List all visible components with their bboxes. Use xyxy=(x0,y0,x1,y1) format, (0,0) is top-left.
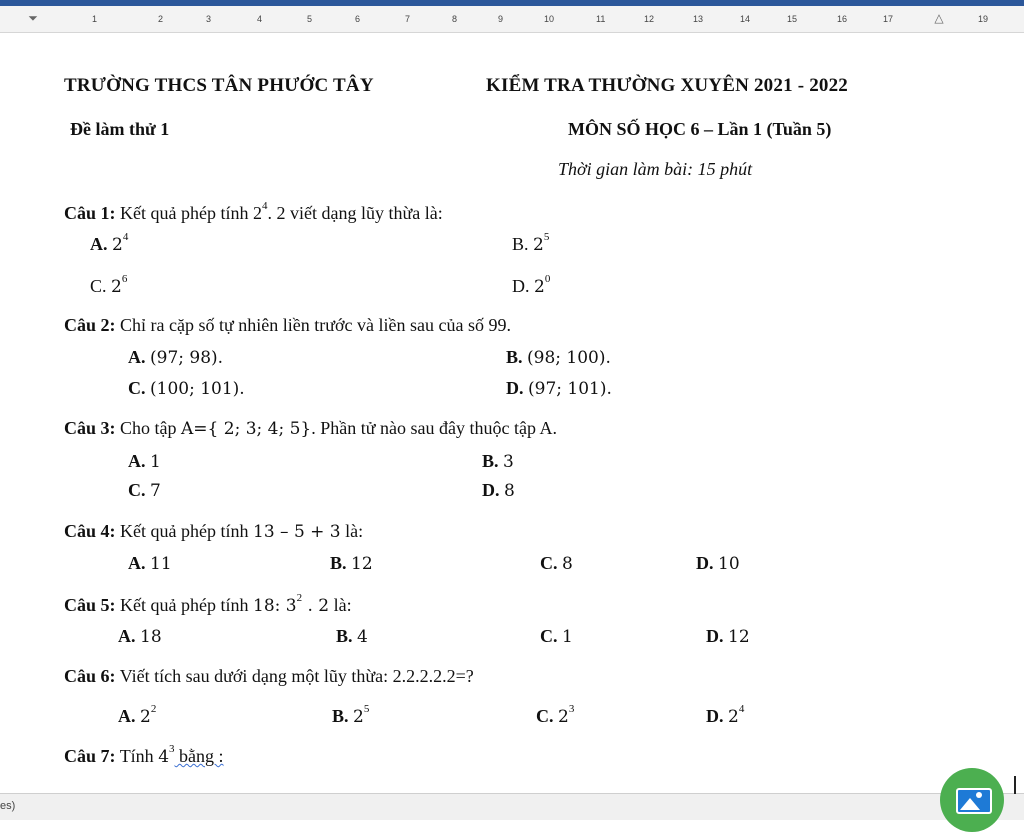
option-value: 11 xyxy=(150,554,172,574)
question-7 xyxy=(64,743,224,767)
question-label: Câu 7: xyxy=(64,746,116,766)
ruler-tick: 14 xyxy=(740,14,751,24)
option-a[interactable] xyxy=(118,626,162,647)
set-values: { 2; 3; 4; 5} xyxy=(207,419,312,439)
ruler-tick: 11 xyxy=(596,14,606,24)
option-a[interactable] xyxy=(90,231,129,255)
exponent: 5 xyxy=(363,703,370,715)
option-letter: B. xyxy=(336,626,353,646)
option-letter: C. xyxy=(90,276,107,296)
option-letter: B. xyxy=(482,451,499,471)
option-value: 8 xyxy=(562,554,573,574)
option-d[interactable] xyxy=(706,626,750,647)
option-value: 4 xyxy=(357,627,368,647)
ruler-tick: 16 xyxy=(837,14,848,24)
document-page[interactable] xyxy=(0,33,1024,793)
question-text: . Phần tử nào sau đây thuộc tập A. xyxy=(311,418,557,438)
option-letter: A. xyxy=(118,706,136,726)
first-line-indent-marker-icon[interactable]: ⏷ xyxy=(28,11,38,25)
text-cursor xyxy=(1014,776,1016,794)
option-letter: A. xyxy=(128,347,146,367)
question-label: Câu 4: xyxy=(64,521,116,541)
exam-title: KIỂM TRA THƯỜNG XUYÊN 2021 - 2022 xyxy=(486,75,848,96)
ruler-tick: 12 xyxy=(644,14,655,24)
option-base: 2 xyxy=(533,235,544,255)
ruler-tick: 2 xyxy=(158,14,164,24)
question-4 xyxy=(64,521,363,542)
option-letter: D. xyxy=(506,378,524,398)
ruler-tick: 8 xyxy=(452,14,458,24)
option-c[interactable] xyxy=(90,273,128,297)
option-value: 3 xyxy=(503,452,514,472)
option-letter: C. xyxy=(128,378,146,398)
exam-time: Thời gian làm bài: 15 phút xyxy=(558,159,753,179)
exponent: 2 xyxy=(150,703,157,715)
question-6 xyxy=(64,666,474,687)
exam-subject: MÔN SỐ HỌC 6 – Lần 1 (Tuần 5) xyxy=(568,119,832,139)
exponent: 2 xyxy=(296,592,303,604)
option-letter: C. xyxy=(128,480,146,500)
question-text: Kết quả phép tính xyxy=(115,521,253,541)
option-letter: C. xyxy=(540,553,558,573)
expression: 18: 3 xyxy=(253,596,297,616)
question-label: Câu 5: xyxy=(64,595,116,615)
question-text: Kết quả phép tính 2 xyxy=(115,203,262,223)
option-b[interactable] xyxy=(330,553,373,574)
option-b[interactable] xyxy=(482,451,514,472)
option-base: 2 xyxy=(353,707,364,727)
question-text: Viết tích sau dưới dạng một lũy thừa: 2.2.2.2.2=? xyxy=(115,666,474,686)
option-a[interactable] xyxy=(128,553,172,574)
option-letter: B. xyxy=(506,347,523,367)
question-text: là: xyxy=(340,521,364,541)
option-d[interactable] xyxy=(696,553,740,574)
option-value: 10 xyxy=(718,554,740,574)
school-name: TRƯỜNG THCS TÂN PHƯỚC TÂY xyxy=(64,75,374,96)
ruler-tick: 3 xyxy=(206,14,212,24)
question-text: Chỉ ra cặp số tự nhiên liền trước và liền sau của số 99. xyxy=(115,315,511,335)
question-label: Câu 1: xyxy=(64,203,116,223)
question-label: Câu 3: xyxy=(64,418,116,438)
option-b[interactable] xyxy=(506,347,611,368)
question-text: Kết quả phép tính xyxy=(115,595,253,615)
expression: . 2 xyxy=(302,596,330,616)
sun-icon xyxy=(976,792,982,798)
question-text: Tính xyxy=(115,746,159,766)
ruler-tick: 1 xyxy=(92,14,98,24)
option-c[interactable] xyxy=(128,378,245,399)
ruler-tick: 6 xyxy=(355,14,361,24)
option-letter: A. xyxy=(128,553,146,573)
exam-version: Đề làm thử 1 xyxy=(70,119,170,139)
option-b[interactable] xyxy=(512,231,550,255)
mountain-icon xyxy=(960,798,980,810)
option-base: 2 xyxy=(111,277,122,297)
option-d[interactable] xyxy=(482,480,515,501)
option-letter: D. xyxy=(482,480,500,500)
horizontal-ruler[interactable] xyxy=(0,6,1024,33)
option-value: (97; 101). xyxy=(528,379,612,399)
option-value: 8 xyxy=(504,481,515,501)
exponent: 0 xyxy=(544,273,551,285)
ruler-tick: 19 xyxy=(978,14,989,24)
option-letter: A. xyxy=(90,234,108,254)
option-base: 2 xyxy=(534,277,545,297)
option-b[interactable] xyxy=(332,703,370,727)
option-letter: D. xyxy=(706,626,724,646)
question-text: . 2 viết dạng lũy thừa là: xyxy=(267,203,443,223)
question-text: bằng : xyxy=(174,746,224,766)
exponent: 4 xyxy=(122,231,129,243)
option-value: 12 xyxy=(351,554,373,574)
option-d[interactable] xyxy=(512,273,551,297)
right-indent-marker-icon[interactable]: △ xyxy=(934,11,944,25)
option-a[interactable] xyxy=(128,347,223,368)
exponent: 3 xyxy=(568,703,575,715)
exponent: 5 xyxy=(543,231,550,243)
exponent: 4 xyxy=(738,703,745,715)
ruler-tick: 9 xyxy=(498,14,504,24)
option-value: (97; 98). xyxy=(150,348,224,368)
option-letter: C. xyxy=(536,706,554,726)
option-a[interactable] xyxy=(128,451,161,472)
power-base: 4 xyxy=(158,747,170,767)
option-value: 1 xyxy=(562,627,573,647)
option-c[interactable] xyxy=(128,480,161,501)
option-base: 2 xyxy=(558,707,569,727)
option-value: 12 xyxy=(728,627,750,647)
exponent: 4 xyxy=(262,200,268,212)
option-letter: B. xyxy=(330,553,347,573)
option-d[interactable] xyxy=(506,378,612,399)
question-3 xyxy=(64,418,557,439)
option-base: 2 xyxy=(728,707,739,727)
option-letter: D. xyxy=(512,276,530,296)
question-label: Câu 2: xyxy=(64,315,116,335)
ruler-tick: 15 xyxy=(787,14,798,24)
option-base: 2 xyxy=(112,235,123,255)
option-letter: D. xyxy=(696,553,714,573)
option-d[interactable] xyxy=(706,703,745,727)
exponent: 3 xyxy=(169,743,175,755)
ruler-tick: 4 xyxy=(257,14,263,24)
option-letter: D. xyxy=(706,706,724,726)
option-b[interactable] xyxy=(336,626,368,647)
question-text: là: xyxy=(329,595,352,615)
option-c[interactable] xyxy=(540,626,573,647)
option-value: (98; 100). xyxy=(527,348,611,368)
option-value: 18 xyxy=(140,627,162,647)
status-text: es) xyxy=(0,800,16,812)
option-letter: A. xyxy=(128,451,146,471)
option-letter: B. xyxy=(512,234,529,254)
option-a[interactable] xyxy=(118,703,157,727)
option-c[interactable] xyxy=(536,703,575,727)
option-value: 1 xyxy=(150,452,161,472)
exponent: 6 xyxy=(121,273,128,285)
ruler-tick: 5 xyxy=(307,14,313,24)
option-base: 2 xyxy=(140,707,151,727)
option-c[interactable] xyxy=(540,553,573,574)
status-bar xyxy=(0,793,1024,820)
ruler-tick: 13 xyxy=(693,14,704,24)
ruler-tick: 17 xyxy=(883,14,894,24)
option-value: 7 xyxy=(150,481,161,501)
question-5 xyxy=(64,592,352,616)
question-2 xyxy=(64,315,511,336)
question-1 xyxy=(64,200,443,224)
option-letter: A. xyxy=(118,626,136,646)
question-label: Câu 6: xyxy=(64,666,116,686)
option-letter: B. xyxy=(332,706,349,726)
question-text: Cho tập xyxy=(115,418,182,438)
ruler-tick: 7 xyxy=(405,14,411,24)
set-name: A= xyxy=(181,419,208,439)
ruler-tick: 10 xyxy=(544,14,555,24)
option-letter: C. xyxy=(540,626,558,646)
image-app-icon[interactable] xyxy=(940,768,1004,832)
option-value: (100; 101). xyxy=(150,379,245,399)
expression: 13 – 5 + 3 xyxy=(253,522,341,542)
